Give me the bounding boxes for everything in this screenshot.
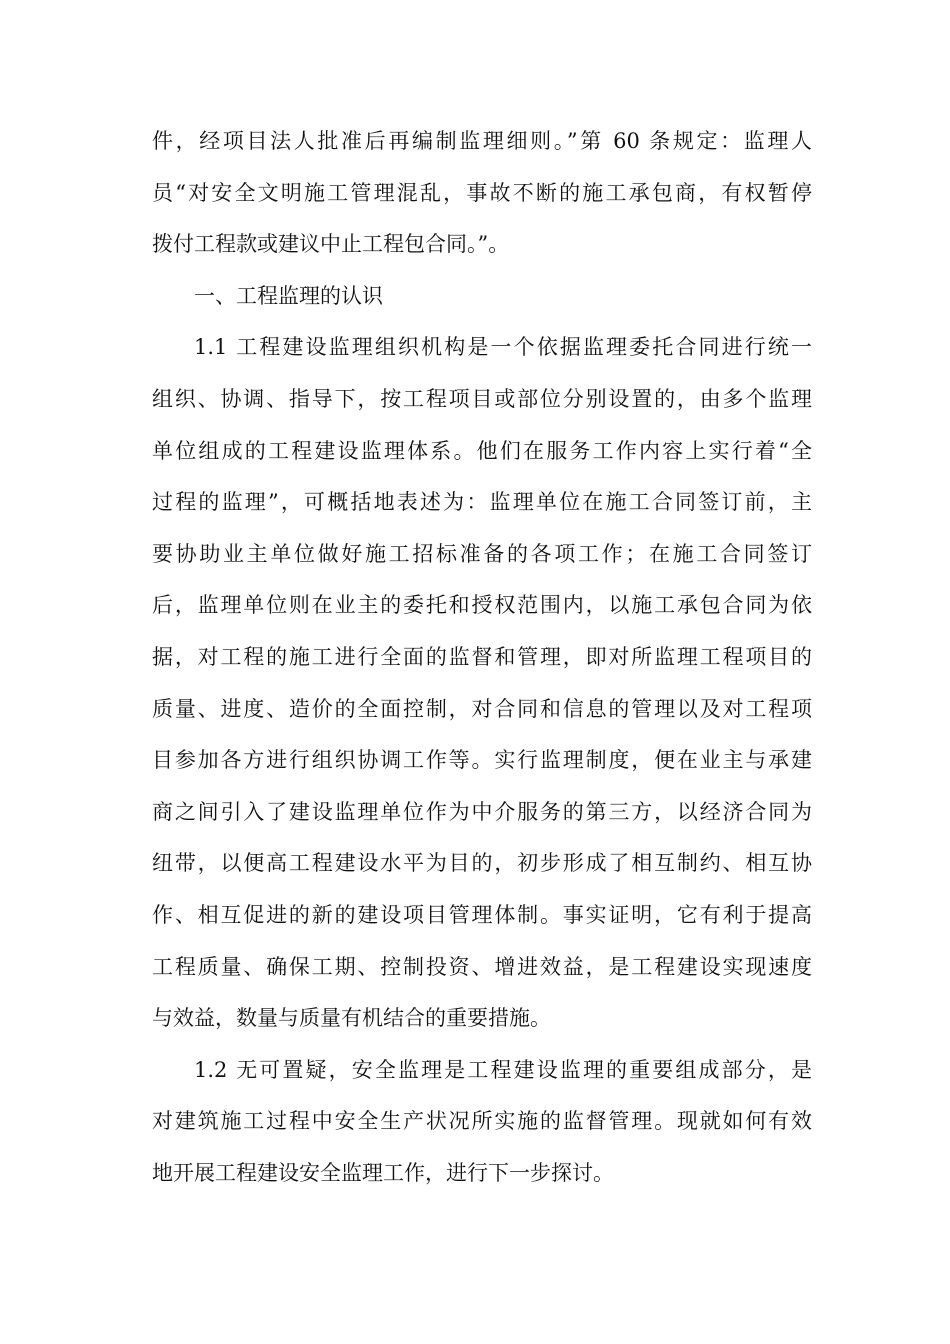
text-line: 要协助业主单位做好施工招标准备的各项工作；在施工合同签订 <box>152 541 812 566</box>
text-line: 地开展工程建设安全监理工作，进行下一步探讨。 <box>152 1160 614 1185</box>
text-line: 目参加各方进行组织协调工作等。实行监理制度，便在业主与承建 <box>152 748 812 773</box>
text-line: 工程质量、确保工期、控制投资、增进效益，是工程建设实现速度 <box>152 954 812 979</box>
text-line: 纽带，以便高工程建设水平为目的，初步形成了相互制约、相互协 <box>152 851 812 876</box>
text-line: 过程的监理”，可概括地表述为：监理单位在施工合同签订前，主 <box>152 490 812 515</box>
text-line: 质量、进度、造价的全面控制，对合同和信息的管理以及对工程项 <box>152 696 812 721</box>
section-heading: 一、工程监理的认识 <box>194 283 383 308</box>
text-line: 组织、协调、指导下，按工程项目或部位分别设置的，由多个监理 <box>152 386 812 411</box>
text-line: 单位组成的工程建设监理体系。他们在服务工作内容上实行着“全 <box>152 438 812 463</box>
text-line: 件，经项目法人批准后再编制监理细则。”第 60 条规定：监理人 <box>152 129 812 153</box>
text-line: 拨付工程款或建议中止工程包合同。”。 <box>152 232 510 257</box>
text-line: 1.1 工程建设监理组织机构是一个依据监理委托合同进行统一 <box>194 335 812 360</box>
text-line: 1.2 无可置疑，安全监理是工程建设监理的重要组成部分，是 <box>194 1057 812 1082</box>
text-line: 据，对工程的施工进行全面的监督和管理，即对所监理工程项目的 <box>152 644 812 669</box>
text-line: 后，监理单位则在业主的委托和授权范围内，以施工承包合同为依 <box>152 593 812 618</box>
text-line: 员“对安全文明施工管理混乱，事故不断的施工承包商，有权暂停 <box>152 180 812 205</box>
text-line: 对建筑施工过程中安全生产状况所实施的监督管理。现就如何有效 <box>152 1109 812 1134</box>
text-line: 商之间引入了建设监理单位作为中介服务的第三方，以经济合同为 <box>152 799 812 824</box>
text-line: 作、相互促进的新的建设项目管理体制。事实证明，它有利于提高 <box>152 902 812 927</box>
text-line: 与效益，数量与质量有机结合的重要措施。 <box>152 1006 551 1031</box>
body-text <box>152 116 812 1199</box>
